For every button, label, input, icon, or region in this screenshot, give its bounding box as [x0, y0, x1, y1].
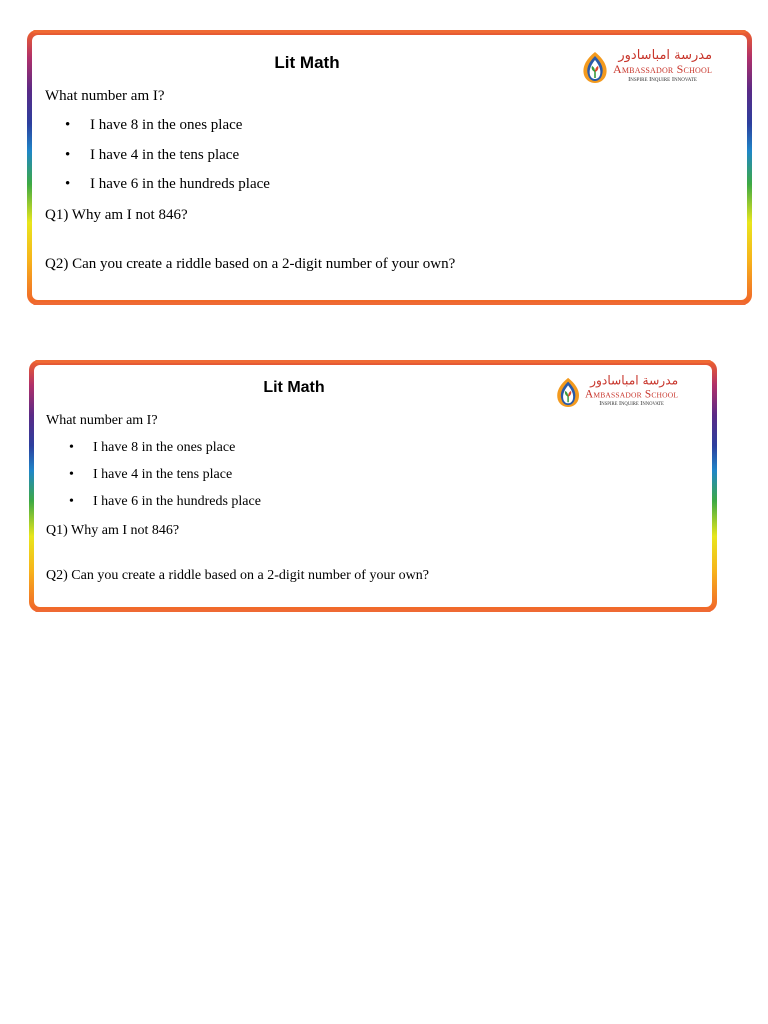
lit-math-card-2 — [29, 360, 717, 612]
clue-text: I have 6 in the hundreds place — [93, 494, 261, 509]
card-title: Lit Math — [274, 53, 340, 72]
logo-arabic-name: مدرسة امباسادور — [618, 48, 713, 63]
bullet-icon: • — [69, 467, 74, 482]
clue-list — [69, 440, 261, 521]
flame-leaf-icon — [554, 375, 582, 407]
riddle-intro: What number am I? — [45, 88, 165, 104]
card-title: Lit Math — [263, 379, 325, 396]
school-logo — [554, 375, 678, 408]
list-item — [65, 147, 270, 177]
card-body — [34, 365, 712, 607]
logo-arabic-name: مدرسة امباسادور — [590, 374, 679, 389]
bullet-icon: • — [65, 176, 71, 192]
bullet-icon: • — [69, 440, 74, 455]
list-item — [69, 494, 261, 521]
question-1: Q1) Why am I not 846? — [45, 207, 188, 223]
school-logo — [580, 49, 712, 84]
list-item — [65, 117, 270, 147]
riddle-intro: What number am I? — [46, 413, 158, 428]
clue-text: I have 8 in the ones place — [93, 440, 236, 455]
clue-text: I have 4 in the tens place — [93, 467, 233, 482]
clue-list — [65, 117, 270, 206]
logo-tagline: Inspire Inquire Innovate — [628, 76, 697, 83]
logo-school-name: Ambassador School — [585, 387, 679, 401]
list-item — [69, 440, 261, 467]
bullet-icon: • — [65, 146, 71, 163]
bullet-icon: • — [69, 494, 74, 509]
question-2: Q2) Can you create a riddle based on a 2-digit number of your own? — [45, 256, 456, 272]
lit-math-card-1 — [27, 30, 752, 305]
question-2: Q2) Can you create a riddle based on a 2-digit number of your own? — [46, 568, 429, 583]
logo-school-name: Ambassador School — [613, 62, 713, 76]
logo-tagline: Inspire Inquire Innovate — [599, 400, 664, 407]
flame-leaf-icon — [580, 50, 610, 84]
bullet-icon: • — [65, 117, 71, 133]
list-item — [69, 467, 261, 494]
card-body — [32, 35, 747, 300]
clue-text: I have 8 in the ones place — [90, 117, 243, 133]
list-item — [65, 176, 270, 206]
clue-text: I have 6 in the hundreds place — [90, 176, 270, 192]
clue-text: I have 4 in the tens place — [90, 146, 240, 163]
question-1: Q1) Why am I not 846? — [46, 523, 180, 538]
